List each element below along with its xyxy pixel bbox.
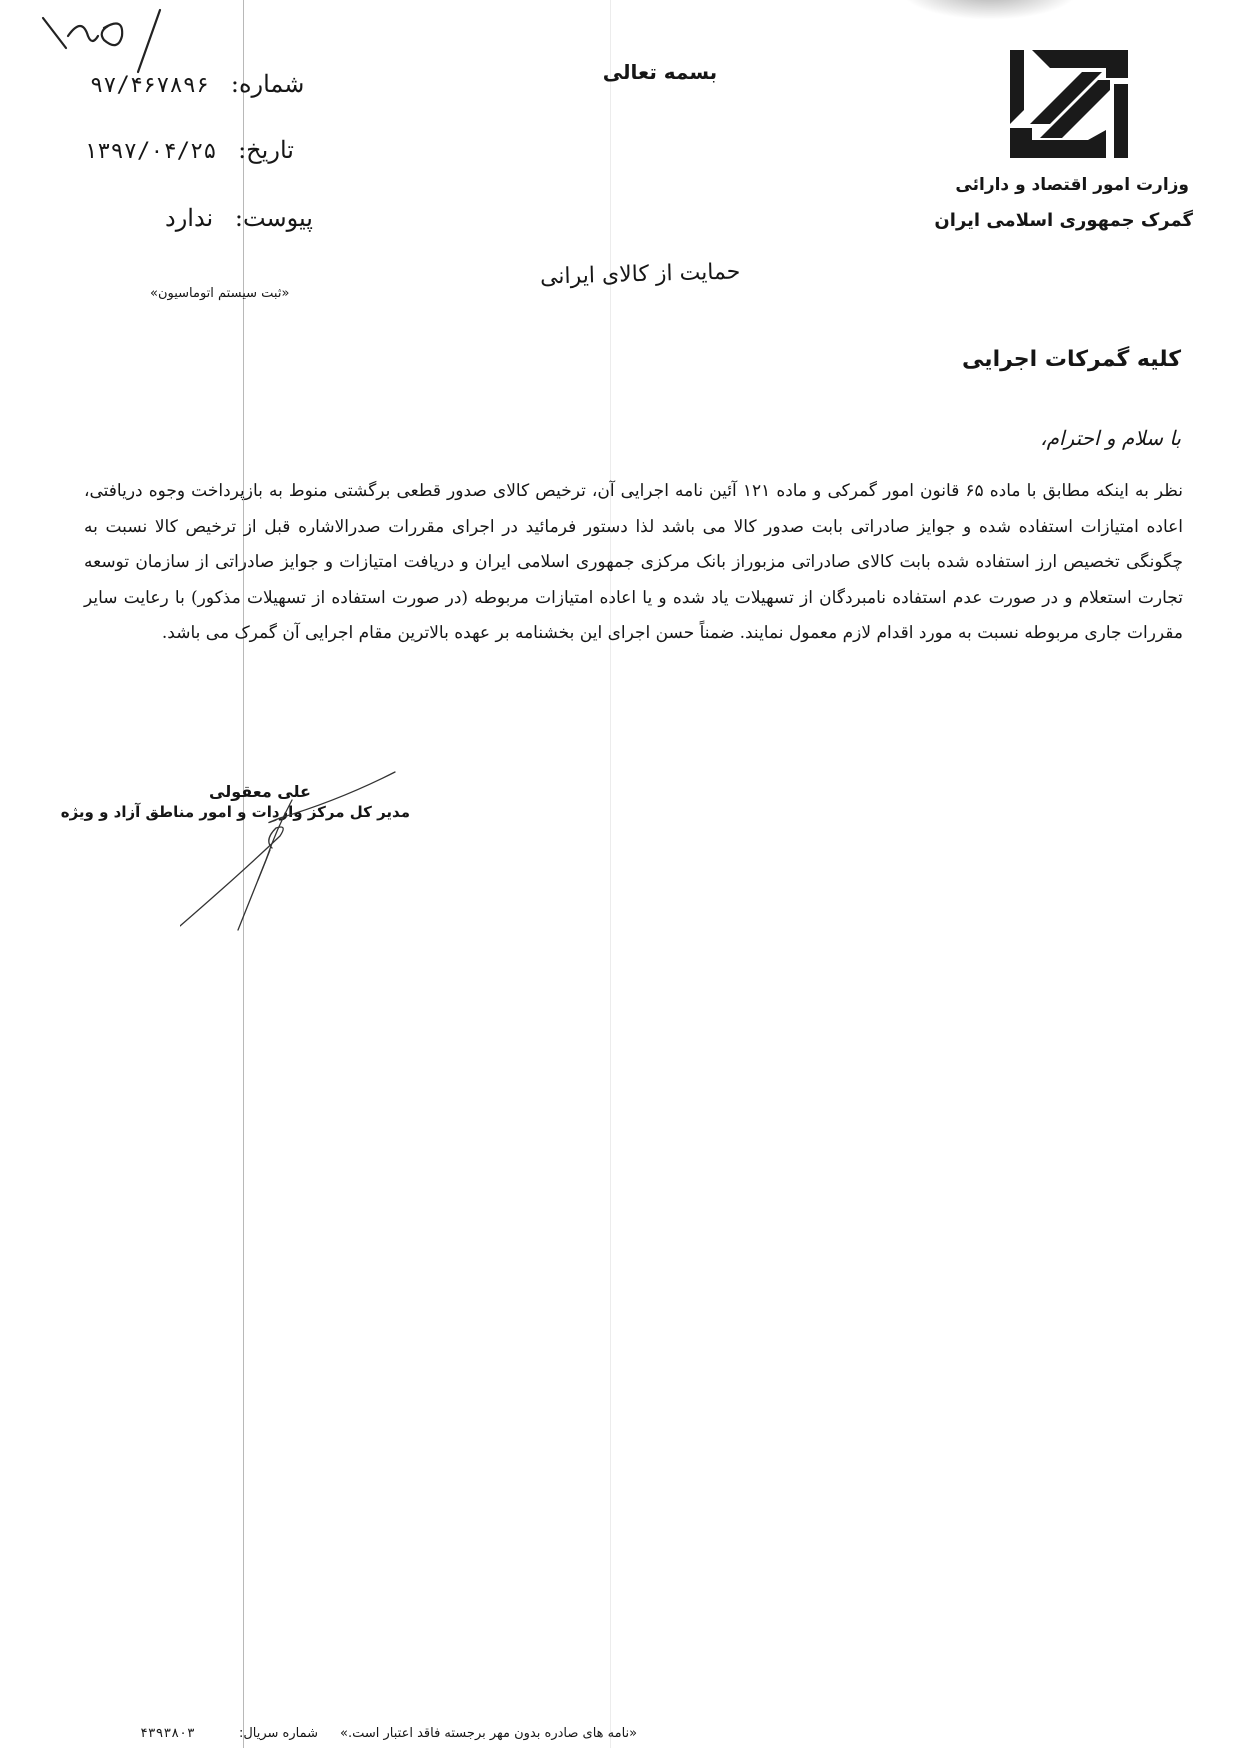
letter-date-label: تاریخ: <box>238 136 294 164</box>
greeting: با سلام و احترام، <box>1040 426 1181 450</box>
scan-shadow <box>900 0 1080 20</box>
letter-body: نظر به اینکه مطابق با ماده ۶۵ قانون امور گمرکی و ماده ۱۲۱ آئین نامه اجرایی آن، ترخیص کالای صدور قطعی برگشتی منوط به بازپرداخت وجوه دریافتی، اعاده امتیازات استفاده شده و جوایز صادراتی بابت صدور کالا می باشد لذا دستور فرمائید در اجرای مقررات صدرالاشاره قبل از ترخیص کالا نسبت به چگونگی تخصیص ارز استفاده شده بابت کالای صادراتی مزبوراز بانک مرکزی جمهوری اسلامی ایران و دریافت امتیازات و جوایز صادراتی از سازمان توسعه تجارت استعلام و در صورت عدم استفاده نامبردگان از تسهیلات یاد شده و یا اعاده امتیازات مربوطه (در صورت استفاده از تسهیلات مذکور) با رعایت سایر مقررات جاری مربوطه نسبت به مورد اقدام لازم معمول نمایند. ضمناً حسن اجرای این بخشنامه بر عهده بالاترین مقام اجرایی آن گمرک می باشد. <box>84 481 1183 643</box>
letter-date <box>84 136 294 164</box>
ministry-name: وزارت امور اقتصاد و دارائی <box>955 175 1189 195</box>
letter-attachment-value: ندارد <box>165 204 214 232</box>
slogan: حمایت از کالای ایرانی <box>539 259 741 290</box>
letter-number-value: ۹۷/۴۶۷۸۹۶ <box>90 73 210 98</box>
letter-attachment <box>165 204 313 232</box>
letter-number <box>90 70 304 98</box>
customs-name: گمرک جمهوری اسلامی ایران <box>934 210 1193 231</box>
basmala: بسمه تعالی <box>602 60 718 84</box>
signer-title: مدیر کل مرکز واردات و امور مناطق آزاد و ویژه <box>60 803 410 821</box>
system-note: «ثبت سیستم اتوماسیون» <box>150 286 290 301</box>
signer-name: علی معقولی <box>209 782 311 801</box>
recipient: کلیه گمرکات اجرایی <box>962 347 1181 372</box>
serial-number-value: ۴۳۹۳۸۰۳ <box>140 1726 195 1741</box>
serial-number <box>140 1726 318 1741</box>
letter-attachment-label: پیوست: <box>234 204 313 232</box>
customs-logo-icon <box>1010 50 1128 158</box>
handwritten-signature <box>180 770 420 940</box>
serial-number-label: شماره سریال: <box>238 1726 318 1741</box>
letter-number-label: شماره: <box>230 70 305 98</box>
footer-note: «نامه های صادره بدون مهر برجسته فاقد اعتبار است.» <box>340 1726 638 1741</box>
letter-date-value: ۱۳۹۷/۰۴/۲۵ <box>84 139 217 164</box>
handwritten-reference <box>38 6 168 76</box>
